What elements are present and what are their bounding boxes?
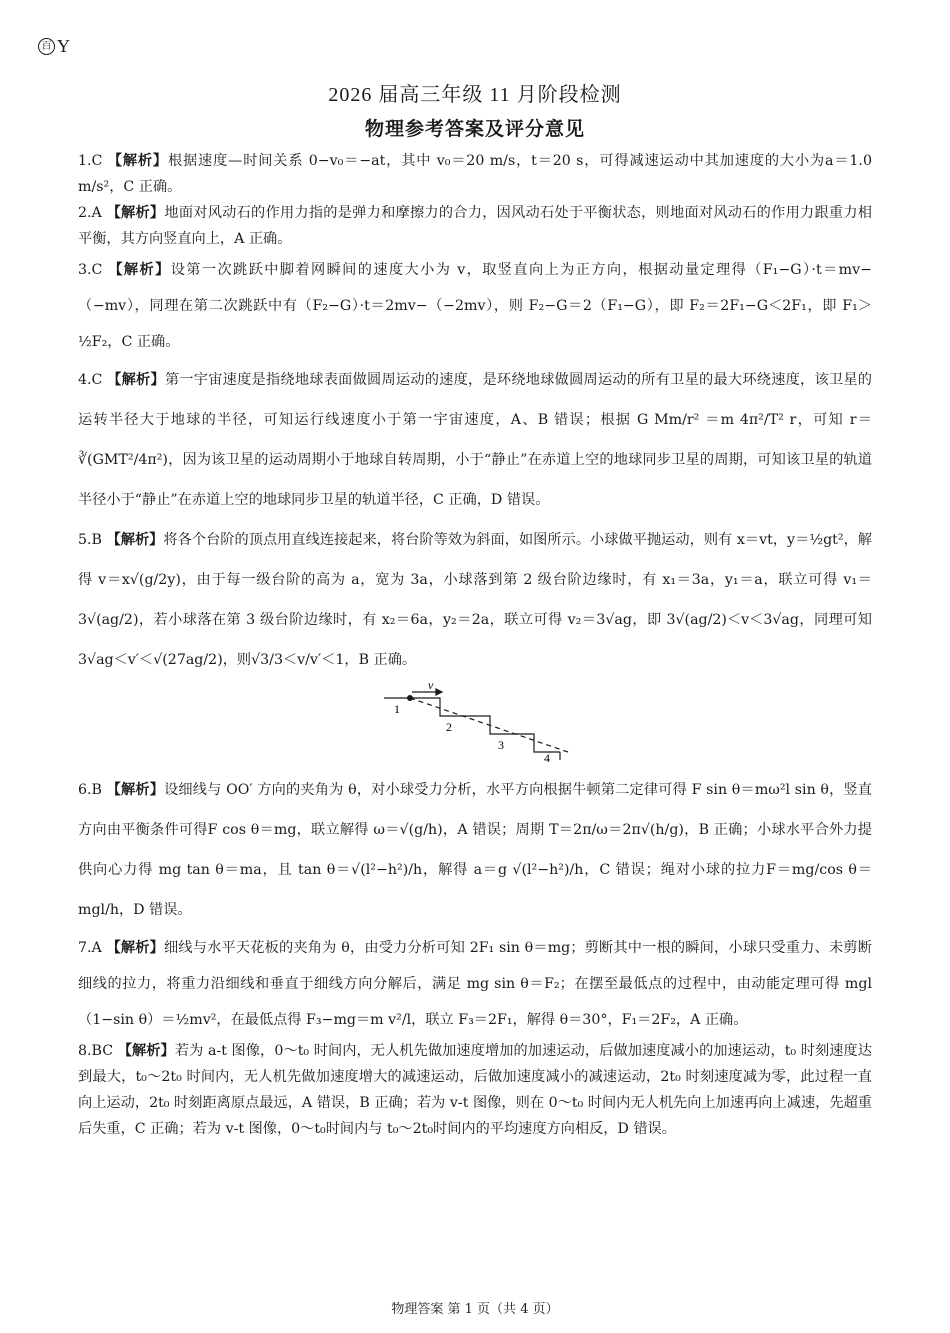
- answer-item-6: [78, 770, 872, 930]
- answer-text: 细线与水平天花板的夹角为 θ，由受力分析可知 2F₁ sin θ＝mg；剪断其中一根的瞬间，小球只受重力、未剪断细线的拉力，将重力沿细线和垂直于细线方向分解后，满足 mg sin θ＝F₂；在摆至最低点的过程中，由动能定理可得 mgl（1−sin θ）＝½mv²，在最低点得 F₃−mg＝m v²/l，联立 F₃＝2F₁，解得 θ＝30°，F₁＝2F₂，A 正确。: [78, 940, 872, 1028]
- answer-number: 4.C: [78, 372, 103, 388]
- page-subtitle: 物理参考答案及评分意见: [364, 118, 585, 140]
- velocity-label: v: [428, 678, 434, 692]
- answer-text: 根据速度—时间关系 0−v₀＝−at，其中 v₀＝20 m/s，t＝20 s，可得减速运动中其加速度的大小为a＝1.0 m/s²，C 正确。: [78, 153, 872, 195]
- staircase-figure: [384, 678, 584, 765]
- page-title: 2026 届高三年级 11 月阶段检测: [328, 84, 622, 106]
- answer-item-8: [78, 1038, 872, 1142]
- page-footer: 物理答案 第 1 页（共 4 页）: [391, 1302, 559, 1317]
- staircase-outline: [384, 698, 560, 752]
- answer-number: 2.A: [78, 205, 102, 221]
- answer-item-1: [78, 148, 872, 200]
- answer-text: 将各个台阶的顶点用直线连接起来，将台阶等效为斜面，如图所示。小球做平抛运动，则有 x＝vt，y＝½gt²，解得 v＝x√(g/2y)，由于每一级台阶的高为 a，宽为 3a，小球落到第 2 级台阶边缘时，有 x₁＝3a，y₁＝a，联立可得 v₁＝3√(ag/2)，若小球落在第 3 级台阶边缘时，有 x₂＝6a，y₂＝2a，联立可得 v₂＝3√ag，即 3√(ag/2)＜v＜3√ag，同理可知 3√ag＜v′＜√(27ag/2)，则√3/3＜v/v′＜1，B 正确。: [78, 532, 872, 668]
- answer-text: 地面对风动石的作用力指的是弹力和摩擦力的合力，因风动石处于平衡状态，则地面对风动石的作用力跟重力相平衡，其方向竖直向上，A 正确。: [78, 205, 872, 247]
- analysis-label: 【解析】: [106, 205, 165, 221]
- analysis-label: 【解析】: [107, 372, 165, 388]
- step-label-2: 2: [446, 720, 452, 734]
- step-label-3: 3: [498, 738, 504, 752]
- analysis-label: 【解析】: [106, 532, 164, 548]
- answer-item-7: [78, 930, 872, 1038]
- step-label-4: 4: [544, 751, 550, 765]
- answer-number: 8.BC: [78, 1043, 114, 1059]
- answers-list: [78, 148, 872, 1142]
- analysis-label: 【解析】: [108, 262, 171, 278]
- analysis-label: 【解析】: [117, 1043, 175, 1059]
- step-label-1: 1: [394, 702, 400, 716]
- corner-badge: 百: [38, 38, 55, 55]
- ball: [407, 695, 413, 701]
- incline-dashed-line: [410, 698, 568, 752]
- analysis-label: 【解析】: [107, 153, 168, 169]
- answer-number: 6.B: [78, 782, 102, 798]
- answer-number: 3.C: [78, 262, 103, 278]
- answer-text: 设第一次跳跃中脚着网瞬间的速度大小为 v，取竖直向上为正方向，根据动量定理得（F₁−G）·t＝mv−（−mv），同理在第二次跳跃中有（F₂−G）·t＝2mv−（−2mv），则 F₂−G＝2（F₁−G），即 F₂＝2F₁−G＜2F₁，即 F₁＞½F₂，C 正确。: [78, 262, 872, 350]
- answer-number: 7.A: [78, 940, 102, 956]
- answer-item-4: [78, 360, 872, 520]
- answer-item-3: [78, 252, 872, 360]
- analysis-label: 【解析】: [106, 940, 165, 956]
- corner-letter: Y: [57, 36, 70, 56]
- answer-number: 1.C: [78, 153, 103, 169]
- answer-item-2: [78, 200, 872, 252]
- answer-text: 若为 a-t 图像，0～t₀ 时间内，无人机先做加速度增加的加速运动，后做加速度减小的加速运动，t₀ 时刻速度达到最大，t₀～2t₀ 时间内，无人机先做加速度增大的减速运动，后做加速度减小的减速运动，2t₀ 时刻速度减为零，此过程一直向上运动，2t₀ 时刻距离原点最远，A 错误，B 正确；若为 v-t 图像，则在 0～t₀ 时间内无人机先向上加速再向上减速，先超重后失重，C 正确；若为 v-t 图像，0～t₀时间内与 t₀～2t₀时间内的平均速度方向相反，D 错误。: [78, 1043, 872, 1137]
- answer-item-5: [78, 520, 872, 680]
- answer-text: 第一宇宙速度是指绕地球表面做圆周运动的速度，是环绕地球做圆周运动的所有卫星的最大环绕速度，该卫星的运转半径大于地球的半径，可知运行线速度小于第一宇宙速度，A、B 错误；根据 G Mm/r² ＝m 4π²/T² r，可知 r＝∛(GMT²/4π²)，因为该卫星的运动周期小于地球自转周期，小于“静止”在赤道上空的地球同步卫星的周期，可知该卫星的轨道半径小于“静止”在赤道上空的地球同步卫星的轨道半径，C 正确，D 错误。: [78, 372, 872, 508]
- corner-mark: [38, 36, 70, 57]
- answer-number: 5.B: [78, 532, 102, 548]
- analysis-label: 【解析】: [106, 782, 165, 798]
- answer-text: 设细线与 OO′ 方向的夹角为 θ，对小球受力分析，水平方向根据牛顿第二定律可得 F sin θ＝mω²l sin θ，竖直方向由平衡条件可得F cos θ＝mg，联立解得 ω＝√(g/h)，A 错误；周期 T＝2π/ω＝2π√(h/g)，B 正确；小球水平合外力提供向心力得 mg tan θ＝ma，且 tan θ＝√(l²−h²)/h，解得 a＝g √(l²−h²)/h，C 错误；绳对小球的拉力F＝mg/cos θ＝mgl/h，D 错误。: [78, 782, 872, 918]
